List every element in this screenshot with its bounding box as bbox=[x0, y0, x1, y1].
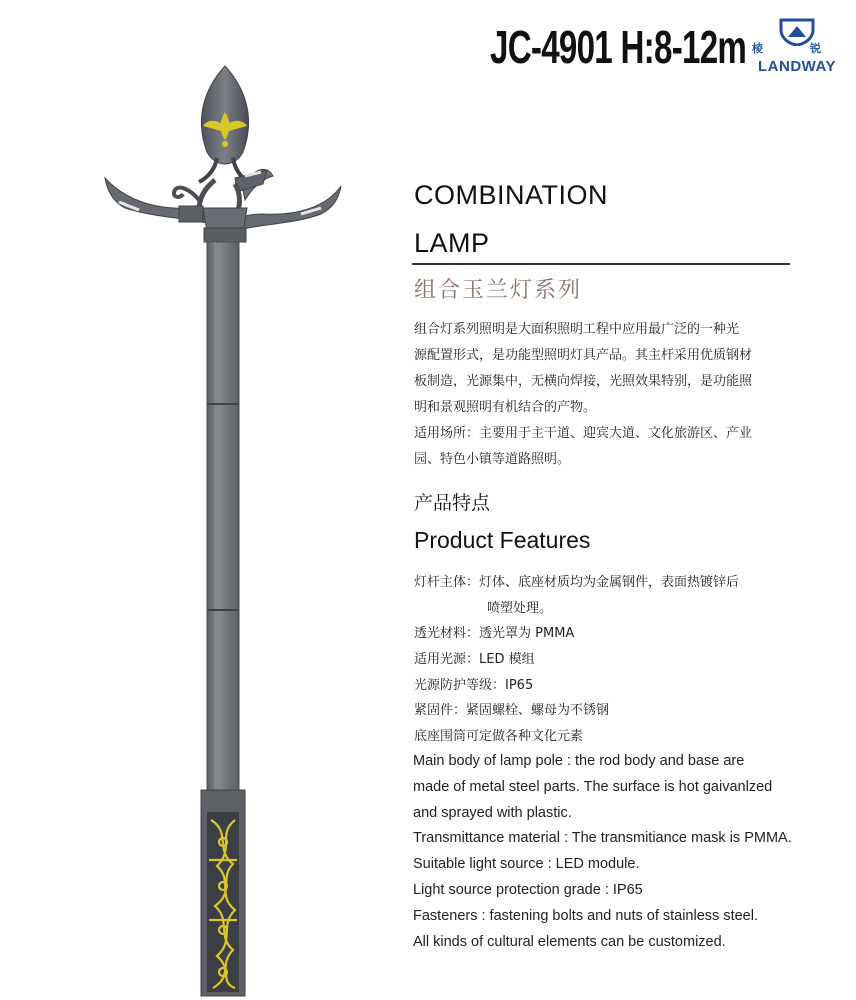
feature-en-line: Fasteners : fastening bolts and nuts of stainless steel. bbox=[413, 907, 758, 924]
feature-en-line: and sprayed with plastic. bbox=[413, 804, 572, 821]
heading-english-line1: COMBINATION bbox=[414, 180, 608, 210]
top-bud-lamp bbox=[199, 66, 249, 182]
logo-cn-right: 锐 bbox=[810, 42, 821, 55]
logo-cn-left: 棱 bbox=[752, 42, 763, 55]
feature-en-line: Suitable light source : LED module. bbox=[413, 856, 640, 873]
features-chinese-list bbox=[414, 570, 854, 750]
brand-logo bbox=[752, 18, 842, 78]
features-title-chinese: 产品特点 bbox=[414, 492, 491, 514]
feature-cn-line: 紧固件：紧固螺栓、螺母为不锈钢 bbox=[414, 703, 610, 719]
feature-en-line: Light source protection grade : IP65 bbox=[413, 881, 643, 898]
feature-cn-line: 灯杆主体：灯体、底座材质均为金属钢件，表面热镀锌后 bbox=[414, 575, 740, 590]
pole-cap bbox=[204, 228, 246, 242]
feature-cn-line: 底座围筒可定做各种文化元素 bbox=[414, 729, 584, 745]
model-title: JC-4901 H:8-12m bbox=[490, 21, 747, 73]
feature-cn-line: 适用光源：LED 模组 bbox=[414, 652, 535, 668]
features-english-list bbox=[413, 749, 853, 955]
lamp-pole-illustration bbox=[95, 60, 355, 1000]
intro-line: 园、特色小镇等道路照明。 bbox=[414, 452, 571, 467]
intro-line: 板制造，光源集中，无横向焊接，光照效果特别，是功能照 bbox=[414, 374, 753, 389]
logo-english: LANDWAY bbox=[758, 58, 836, 75]
pole-base bbox=[201, 790, 245, 996]
heading-divider bbox=[412, 263, 790, 265]
feature-cn-line: 光源防护等级：IP65 bbox=[414, 677, 534, 693]
features-title-english: Product Features bbox=[414, 527, 591, 553]
feature-cn-line: 透光材料：透光罩为 PMMA bbox=[414, 626, 575, 642]
feature-en-line: made of metal steel parts. The surface is hot gaivanlzed bbox=[413, 778, 773, 795]
main-pole bbox=[207, 242, 239, 790]
heading-chinese: 组合玉兰灯系列 bbox=[414, 278, 583, 303]
feature-cn-line: 喷塑处理。 bbox=[487, 600, 553, 616]
intro-line: 适用场所：主要用于主干道、迎宾大道、文化旅游区、产业 bbox=[414, 426, 753, 441]
intro-line: 明和景观照明有机结合的产物。 bbox=[414, 400, 597, 415]
intro-line: 组合灯系列照明是大面积照明工程中应用最广泛的一种光 bbox=[414, 322, 740, 337]
feature-en-line: All kinds of cultural elements can be customized. bbox=[413, 933, 726, 950]
intro-line: 源配置形式，是功能型照明灯具产品。其主杆采用优质钢材 bbox=[414, 348, 753, 363]
feature-en-line: Main body of lamp pole : the rod body and base are bbox=[413, 753, 745, 769]
feature-en-line: Transmittance material : The transmitiance mask is PMMA. bbox=[413, 830, 792, 847]
heading-english-line2: LAMP bbox=[414, 228, 490, 258]
intro-paragraph bbox=[414, 317, 814, 473]
